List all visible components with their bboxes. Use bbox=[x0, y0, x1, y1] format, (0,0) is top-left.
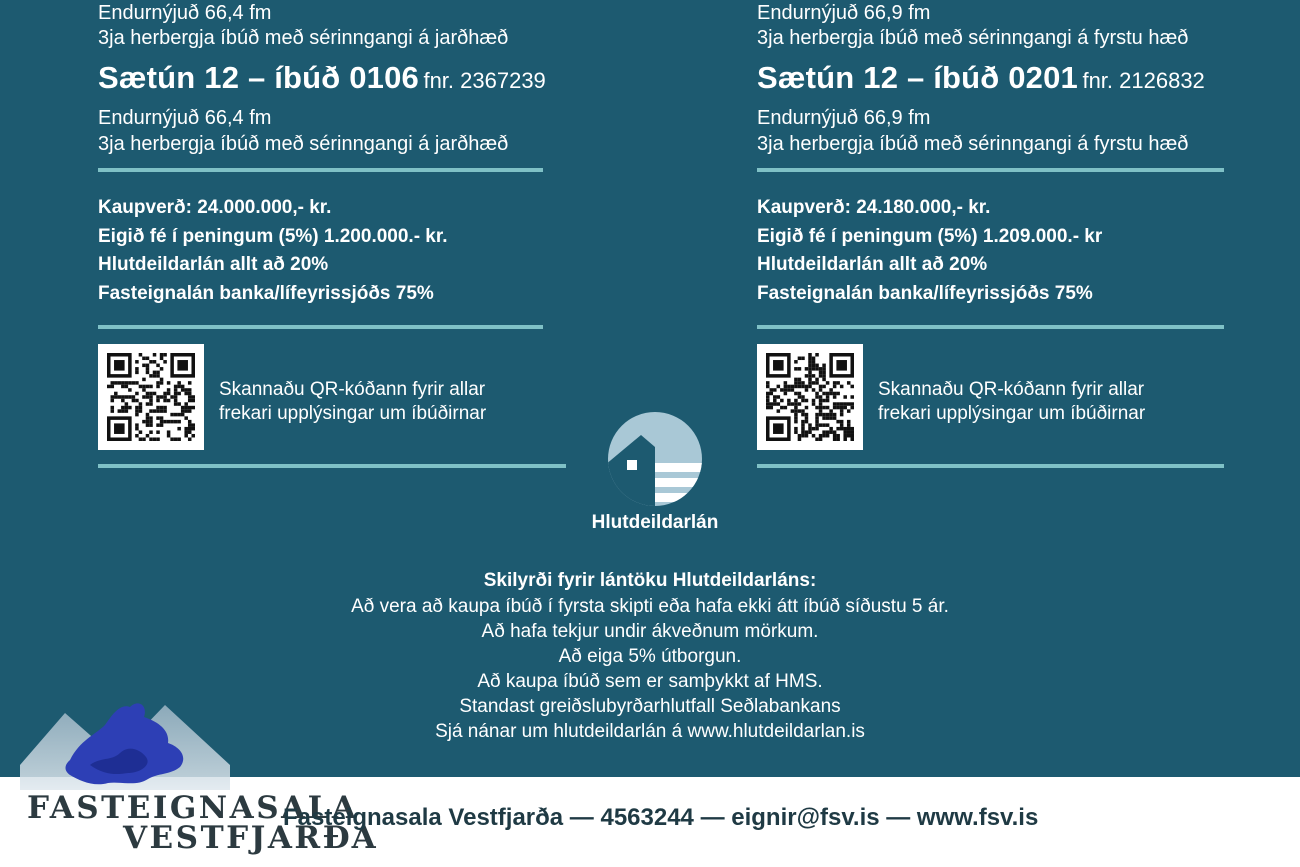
description-line: 3ja herbergja íbúð með sérinngangi á fyrstu hæð bbox=[757, 133, 1189, 155]
listing-heading bbox=[757, 60, 1205, 96]
qr-instructions-left bbox=[219, 378, 486, 426]
logo-label: Hlutdeildarlán bbox=[591, 512, 719, 533]
divider bbox=[757, 168, 1224, 172]
listing-title: Sætún 12 – íbúð 0106 bbox=[98, 60, 419, 95]
qr-code-icon[interactable] bbox=[757, 344, 863, 450]
divider bbox=[98, 464, 566, 468]
divider bbox=[98, 168, 543, 172]
condition-line: Að vera að kaupa íbúð í fyrsta skipti eða hafa ekki átt íbúð síðustu 5 ár. bbox=[351, 596, 949, 617]
qr-text-line: frekari upplýsingar um íbúðirnar bbox=[219, 403, 487, 424]
price-details-right bbox=[757, 194, 1102, 308]
equity-line: Eigið fé í peningum (5%) 1.209.000.- kr bbox=[757, 225, 1103, 247]
share-loan-line: Hlutdeildarlán allt að 20% bbox=[757, 254, 988, 275]
divider bbox=[757, 464, 1224, 468]
size-line: Endurnýjuð 66,4 fm bbox=[98, 107, 272, 129]
qr-text-line: Skannaðu QR-kóðann fyrir allar bbox=[219, 379, 486, 400]
size-line: Endurnýjuð 66,4 fm bbox=[98, 2, 272, 24]
hlutdeildarlan-logo bbox=[575, 405, 735, 535]
qr-instructions-right bbox=[878, 378, 1145, 426]
listing-fnr: fnr. 2367239 bbox=[423, 68, 546, 93]
listing-heading bbox=[98, 60, 546, 96]
condition-line: Að eiga 5% útborgun. bbox=[558, 646, 742, 667]
divider bbox=[98, 325, 543, 329]
description-line: 3ja herbergja íbúð með sérinngangi á fyrstu hæð bbox=[757, 27, 1189, 49]
share-loan-line: Hlutdeildarlán allt að 20% bbox=[98, 254, 329, 275]
price-line: Kaupverð: 24.000.000,- kr. bbox=[98, 197, 332, 218]
bank-loan-line: Fasteignalán banka/lífeyrissjóðs 75% bbox=[757, 282, 1093, 304]
bank-loan-line: Fasteignalán banka/lífeyrissjóðs 75% bbox=[98, 282, 434, 304]
listing-title: Sætún 12 – íbúð 0201 bbox=[757, 60, 1078, 95]
fsv-logo-line-1: FASTEIGNASALA bbox=[27, 790, 359, 826]
qr-code-icon[interactable] bbox=[98, 344, 204, 450]
house-logo-icon bbox=[575, 405, 735, 510]
equity-line: Eigið fé í peningum (5%) 1.200.000.- kr. bbox=[98, 225, 448, 247]
footer-contact[interactable]: Fasteignasala Vestfjarða — 4563244 — eignir@fsv.is — www.fsv.is bbox=[283, 804, 1039, 831]
description-line: 3ja herbergja íbúð með sérinngangi á jarðhæð bbox=[98, 27, 509, 49]
fsv-logo-line-2: VESTFJARÐA bbox=[123, 820, 379, 856]
condition-line: Að hafa tekjur undir ákveðnum mörkum. bbox=[481, 621, 819, 642]
price-details-left bbox=[98, 194, 448, 308]
listing-fnr: fnr. 2126832 bbox=[1082, 68, 1205, 93]
description-line: 3ja herbergja íbúð með sérinngangi á jarðhæð bbox=[98, 133, 509, 155]
condition-line: Standast greiðslubyrðarhlutfall Seðlabankans bbox=[459, 696, 841, 717]
condition-line[interactable]: Sjá nánar um hlutdeildarlán á www.hlutdeildarlan.is bbox=[435, 721, 865, 742]
divider bbox=[757, 325, 1224, 329]
qr-text-line: Skannaðu QR-kóðann fyrir allar bbox=[878, 379, 1145, 400]
size-line: Endurnýjuð 66,9 fm bbox=[757, 2, 931, 24]
size-line: Endurnýjuð 66,9 fm bbox=[757, 107, 931, 129]
qr-text-line: frekari upplýsingar um íbúðirnar bbox=[878, 403, 1146, 424]
conditions-title: Skilyrði fyrir lántöku Hlutdeildarláns: bbox=[483, 570, 817, 591]
condition-line: Að kaupa íbúð sem er samþykkt af HMS. bbox=[477, 671, 823, 692]
price-line: Kaupverð: 24.180.000,- kr. bbox=[757, 197, 991, 218]
